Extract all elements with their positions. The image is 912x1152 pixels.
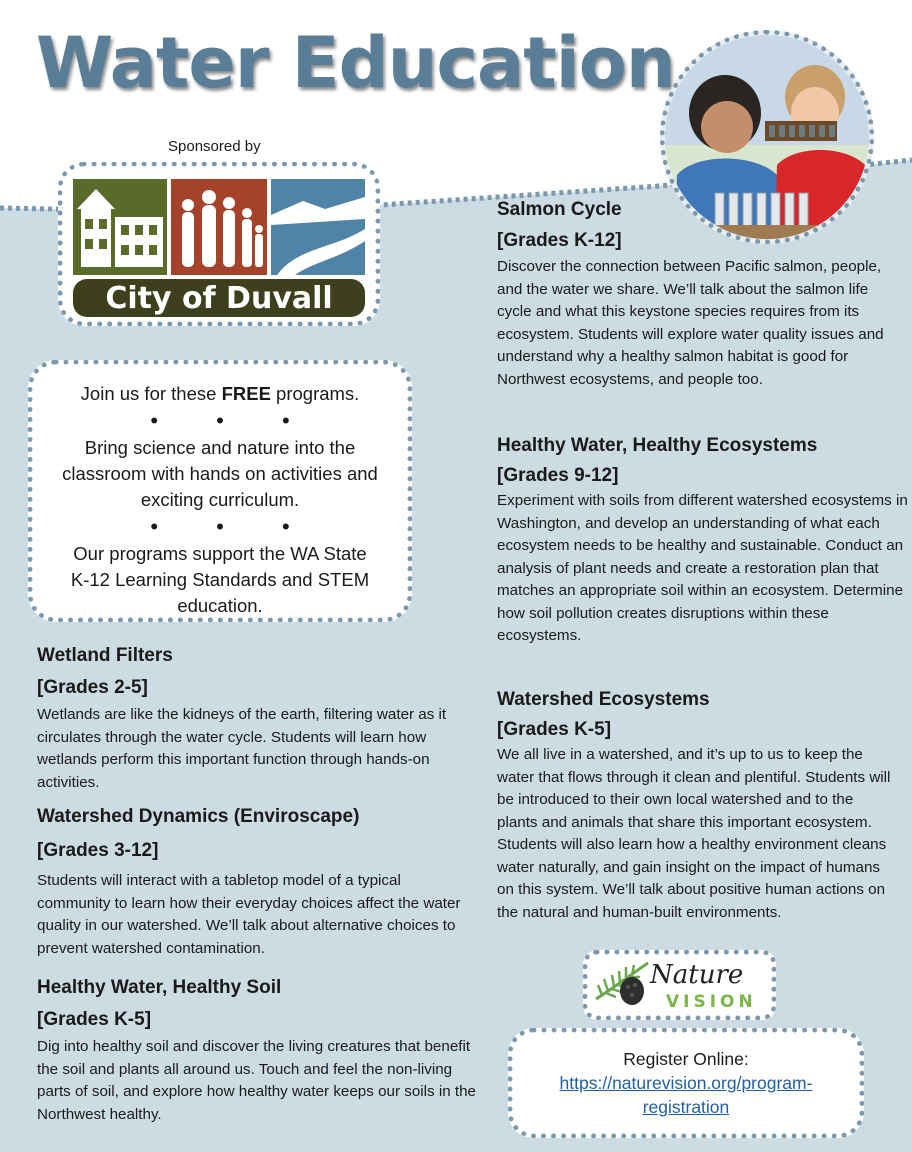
program-grades: [Grades K-5] bbox=[497, 719, 612, 740]
program-grades: [Grades K-5] bbox=[37, 1009, 152, 1030]
program-healthy-water-soil bbox=[37, 972, 477, 1126]
program-description: We all live in a watershed, and it’s up to us to keep the water that flows through it clean and plentiful. Students will be introduced to their own local watershed and to the plants and animals that share this important ecosystem. Students will also learn how a healthy environment cleans water naturally, and gain insight on the impact of humans on this system. We’ll talk about positive human actions on the natural and human-built environments. bbox=[497, 746, 891, 921]
logo-text: City of Duvall bbox=[105, 281, 333, 316]
program-description: Wetlands are like the kidneys of the earth, filtering water as it circulates through the water cycle. Students will learn how wetlands perform this important function through hands-on activities. bbox=[37, 706, 447, 791]
program-grades: [Grades 2-5] bbox=[37, 677, 148, 698]
science-nature-text: Bring science and nature into the classroom with hands on activities and exciting curriculum. bbox=[62, 437, 378, 510]
program-watershed-ecosystems bbox=[497, 684, 897, 924]
program-grades: [Grades 9-12] bbox=[497, 465, 619, 486]
program-description: Dig into healthy soil and discover the living creatures that benefit the soil and plants all around us. Touch and feel the non-living parts of soil, and explore how healthy water keeps our soils in the Northwest healthy. bbox=[37, 1038, 476, 1123]
standards-text: Our programs support the WA State K-12 Learning Standards and STEM education. bbox=[70, 543, 370, 616]
program-description: Experiment with soils from different watershed ecosystems in Washington, and develop an understanding of what each ecosystem needs to be healthy and sustainable. Conduct an analysis of plant needs and create a restoration plan that matches an appropriate soil within an ecosystem. Determine how soil pollution creates disruptions within these ecosystems. bbox=[497, 492, 908, 644]
registration-link-line1[interactable]: https://naturevision.org/program- bbox=[559, 1073, 813, 1093]
program-wetland-filters bbox=[37, 640, 477, 794]
program-name: Healthy Water, Healthy Soil bbox=[37, 977, 282, 998]
free-programs-box bbox=[28, 360, 412, 622]
register-box bbox=[508, 1028, 864, 1138]
fern-leaf-icon bbox=[596, 963, 648, 1005]
free-programs-text: Join us for these bbox=[80, 383, 222, 404]
registration-link[interactable] bbox=[560, 1073, 813, 1117]
page-title: Water Education bbox=[36, 22, 675, 104]
program-name: Salmon Cycle bbox=[497, 199, 622, 220]
nature-vision-logo bbox=[583, 950, 776, 1020]
program-salmon-cycle bbox=[497, 194, 902, 391]
program-watershed-dynamics bbox=[37, 802, 477, 960]
program-name: Wetland Filters bbox=[37, 645, 173, 666]
register-label: Register Online: bbox=[623, 1049, 749, 1069]
program-grades: [Grades 3-12] bbox=[37, 840, 159, 861]
program-name: Watershed Ecosystems bbox=[497, 689, 710, 710]
program-description: Students will interact with a tabletop model of a typical community to learn how their everyday choices affect the water quality in our watershed. We’ll talk about alternative choices to prevent watershed contamination. bbox=[37, 872, 461, 957]
sponsor-label: Sponsored by bbox=[168, 138, 261, 155]
registration-link-line2[interactable]: registration bbox=[642, 1097, 730, 1117]
program-healthy-water-ecosystems bbox=[497, 430, 909, 648]
vision-wordmark: VISION bbox=[666, 992, 757, 1012]
city-of-duvall-logo bbox=[58, 162, 380, 326]
program-name: Healthy Water, Healthy Ecosystems bbox=[497, 435, 818, 456]
program-grades: [Grades K-12] bbox=[497, 230, 622, 251]
program-name: Watershed Dynamics (Enviroscape) bbox=[37, 806, 360, 827]
bullet-separator: • • • bbox=[150, 408, 316, 433]
free-programs-line bbox=[33, 381, 407, 407]
free-label: FREE bbox=[221, 383, 271, 404]
bullet-separator: • • • bbox=[150, 514, 316, 539]
nature-wordmark: Nature bbox=[650, 960, 744, 990]
free-programs-text-end: programs. bbox=[270, 383, 360, 404]
program-description: Discover the connection between Pacific salmon, people, and the water we share. We’ll talk about the salmon life cycle and what this keystone species requires from its ecosystem. Students will explore water quality issues and understand why a healthy salmon habitat is good for Northwest ecosystems, and people too. bbox=[497, 258, 884, 388]
